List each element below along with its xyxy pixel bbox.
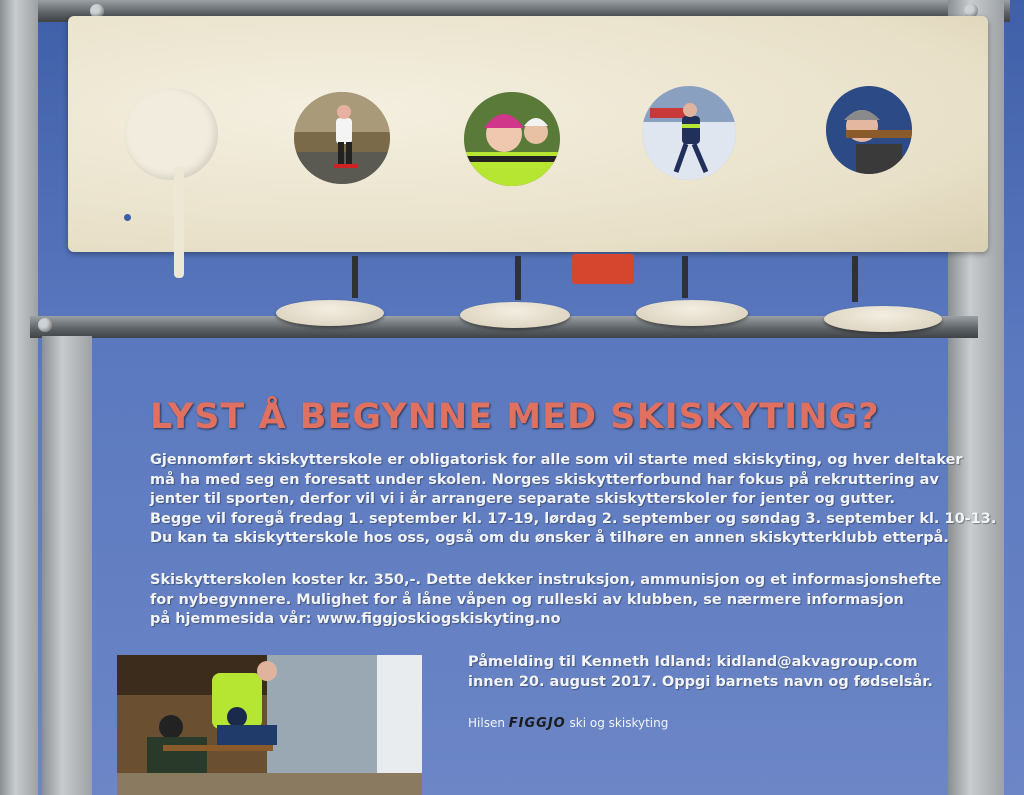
hit-paddle — [124, 88, 218, 180]
skier-race-photo — [642, 86, 736, 180]
greeting — [468, 716, 668, 731]
info-line: må ha med seg en foresatt under skolen. Norges skiskytterforbund har fokus på rekruttering av — [150, 471, 939, 488]
knockdown-plate — [460, 302, 570, 328]
bolt-icon — [38, 318, 52, 332]
signup-line[interactable]: Påmelding til Kenneth Idland: kidland@akvagroup.com — [468, 654, 918, 670]
greeting-suffix: ski og skiskyting — [569, 716, 669, 730]
target-rod — [682, 256, 688, 298]
signup-info — [468, 652, 933, 692]
red-reset-block — [572, 254, 634, 284]
bullet-mark — [124, 214, 131, 221]
kids-shooting-range-photo — [117, 655, 422, 795]
signup-line: innen 20. august 2017. Oppgi barnets navn og fødselsår. — [468, 674, 933, 690]
knockdown-plate — [276, 300, 384, 326]
info-paragraph-1 — [150, 451, 996, 549]
target-plate — [68, 16, 988, 252]
greeting-prefix: Hilsen — [468, 716, 505, 730]
roller-skier-photo — [294, 92, 390, 184]
website-line[interactable]: på hjemmesida vår: www.figgjoskiogskiskyting.no — [150, 611, 561, 627]
knockdown-plate — [636, 300, 748, 326]
info-line: jenter til sporten, derfor vil vi i år arrangere separate skiskytterskoler for jenter og gutter. — [150, 491, 895, 507]
target-rod — [852, 256, 858, 302]
info-line: Gjennomført skiskytterskole er obligatorisk for alle som vil starte med skiskyting, og hver deltaker — [150, 452, 963, 468]
info-line: Begge vil foregå fredag 1. september kl. 17-19, lørdag 2. september og søndag 3. september kl. 10-13. — [150, 510, 997, 527]
info-line: Skiskytterskolen koster kr. 350,-. Dette dekker instruksjon, ammunisjon og et informasjonshefte — [150, 572, 942, 588]
shooter-aiming-photo — [826, 86, 912, 174]
figgjo-logo: FIGGJO — [508, 716, 566, 731]
frame-lower-left-leg — [42, 336, 92, 795]
hit-paddle-stem — [174, 166, 184, 278]
target-rod — [352, 256, 358, 298]
info-line: for nybegynnere. Mulighet for å låne våpen og rulleski av klubben, se nærmere informasjon — [150, 591, 904, 608]
smiling-girls-photo — [464, 92, 560, 186]
knockdown-plate — [824, 306, 942, 332]
frame-left-post — [0, 0, 38, 795]
info-paragraph-2 — [150, 571, 941, 630]
target-rod — [515, 256, 521, 300]
poster-headline: LYST Å BEGYNNE MED SKISKYTING? — [150, 397, 880, 437]
info-line: Du kan ta skiskytterskole hos oss, også om du ønsker å tilhøre en annen skiskytterklubb etterpå. — [150, 530, 949, 546]
